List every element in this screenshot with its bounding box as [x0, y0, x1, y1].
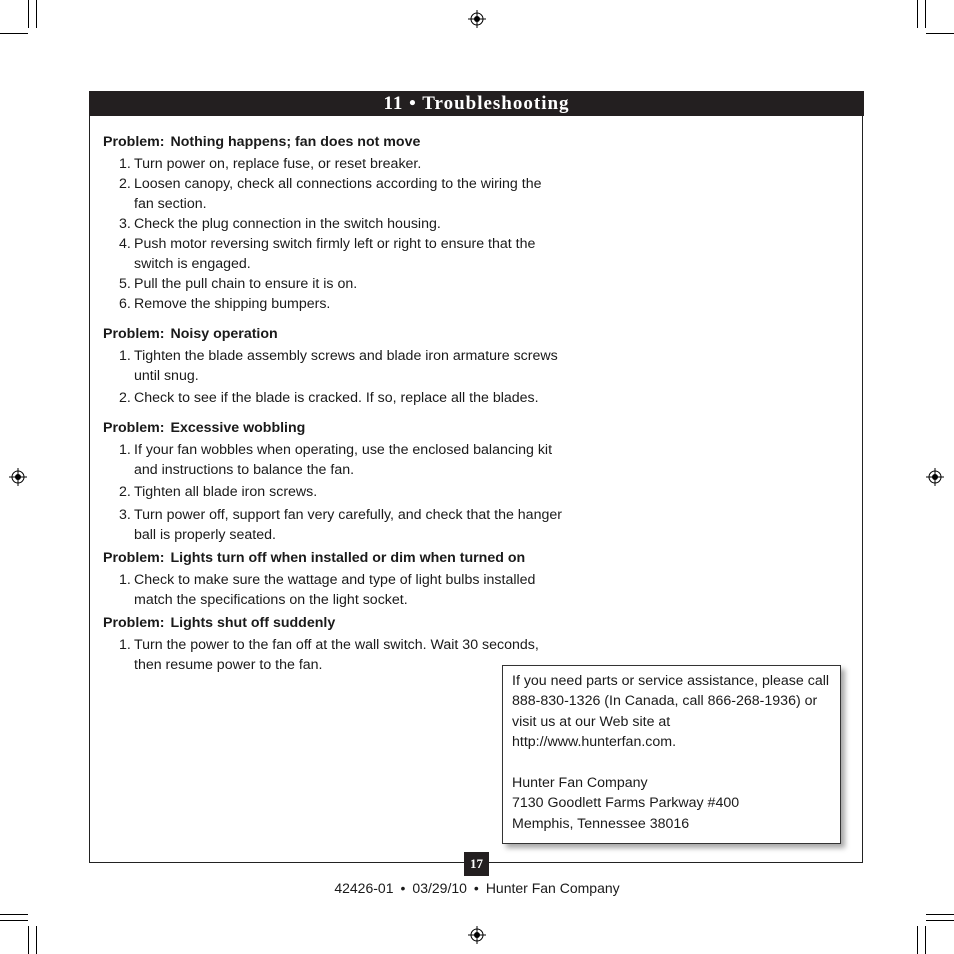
step-text: Loosen canopy, check all connections according to the wiring the fan section. [134, 176, 542, 212]
footer-separator: • [473, 880, 479, 896]
step-number: 4. [119, 236, 131, 252]
troubleshooting-list [103, 132, 563, 675]
problem-label: Problem: [103, 326, 165, 342]
problem-block [103, 418, 563, 545]
section-number: 11 [383, 93, 404, 114]
company-street: 7130 Goodlett Farms Parkway #400 [512, 795, 740, 812]
registration-mark-left-icon [9, 468, 27, 486]
step-text: Check the plug connection in the switch housing. [134, 216, 441, 232]
list-item [103, 274, 563, 294]
step-number: 2. [119, 390, 131, 406]
step-number: 6. [119, 296, 131, 312]
step-text: Turn the power to the fan off at the wall switch. Wait 30 seconds, then resume power to the fan. [134, 637, 539, 673]
problem-heading [103, 324, 563, 344]
section-title [89, 91, 864, 116]
problem-label: Problem: [103, 550, 165, 566]
step-number: 1. [119, 572, 131, 588]
problem-title: Noisy operation [170, 326, 278, 342]
list-item [103, 482, 563, 502]
step-number: 1. [119, 637, 131, 653]
section-separator: • [409, 93, 417, 114]
steps-list [103, 346, 563, 408]
problem-label: Problem: [103, 615, 165, 631]
problem-block [103, 548, 563, 610]
website-link[interactable]: http://www.hunterfan.com. [512, 734, 677, 751]
registration-mark-bottom-icon [468, 926, 486, 944]
step-number: 2. [119, 484, 131, 500]
step-text: Tighten all blade iron screws. [134, 484, 318, 500]
service-info-box [502, 665, 841, 844]
problem-block [103, 613, 563, 675]
problem-title: Lights turn off when installed or dim when turned on [170, 550, 526, 566]
step-number: 2. [119, 176, 131, 192]
steps-list [103, 570, 563, 610]
list-item [103, 440, 563, 480]
problem-heading [103, 132, 563, 152]
list-item [103, 505, 563, 545]
step-text: Remove the shipping bumpers. [134, 296, 331, 312]
step-text: Turn power on, replace fuse, or reset breaker. [134, 156, 422, 172]
step-text: Check to make sure the wattage and type of light bulbs installed match the specifications on the light socket. [134, 572, 536, 608]
service-text-line: If you need parts or service assistance, please call [512, 673, 830, 689]
page-number: 17 [464, 852, 489, 876]
problem-label: Problem: [103, 134, 165, 150]
step-text: Turn power off, support fan very carefully, and check that the hanger ball is properly seated. [134, 507, 562, 543]
service-text-line: 888-830-1326 (In Canada, call 866-268-1936) or [512, 693, 818, 710]
step-text: Push motor reversing switch firmly left or right to ensure that the switch is engaged. [134, 236, 536, 272]
list-item [103, 388, 563, 408]
list-item [103, 570, 563, 610]
problem-heading [103, 418, 563, 438]
problem-heading [103, 548, 563, 568]
step-number: 1. [119, 442, 131, 458]
list-item [103, 346, 563, 386]
footer-doc-number: 42426-01 [334, 880, 394, 896]
section-title-text: Troubleshooting [422, 93, 570, 114]
list-item [103, 214, 563, 234]
registration-mark-right-icon [926, 468, 944, 486]
steps-list [103, 154, 563, 314]
problem-heading [103, 613, 563, 633]
problem-title: Excessive wobbling [170, 420, 306, 436]
problem-label: Problem: [103, 420, 165, 436]
footer [0, 880, 954, 896]
list-item [103, 635, 563, 675]
list-item [103, 234, 563, 274]
service-text-line: visit us at our Web site at [512, 713, 671, 730]
company-name: Hunter Fan Company [512, 775, 648, 792]
step-text: Pull the pull chain to ensure it is on. [134, 276, 358, 292]
list-item [103, 154, 563, 174]
footer-company: Hunter Fan Company [485, 880, 620, 896]
list-item [103, 294, 563, 314]
step-text: Tighten the blade assembly screws and blade iron armature screws until snug. [134, 348, 558, 384]
footer-date: 03/29/10 [412, 880, 467, 896]
registration-mark-top-icon [468, 10, 486, 28]
step-number: 3. [119, 507, 131, 523]
problem-title: Lights shut off suddenly [170, 615, 336, 631]
list-item [103, 174, 563, 214]
step-number: 1. [119, 348, 131, 364]
company-city: Memphis, Tennessee 38016 [512, 815, 690, 832]
problem-block [103, 132, 563, 314]
step-text: Check to see if the blade is cracked. If so, replace all the blades. [134, 390, 539, 406]
step-number: 3. [119, 216, 131, 232]
step-number: 1. [119, 156, 131, 172]
step-text: If your fan wobbles when operating, use the enclosed balancing kit and instructions to balance the fan. [134, 442, 553, 478]
problem-title: Nothing happens; fan does not move [170, 134, 421, 150]
problem-block [103, 324, 563, 408]
steps-list [103, 635, 563, 675]
step-number: 5. [119, 276, 131, 292]
steps-list [103, 440, 563, 545]
footer-separator: • [400, 880, 406, 896]
